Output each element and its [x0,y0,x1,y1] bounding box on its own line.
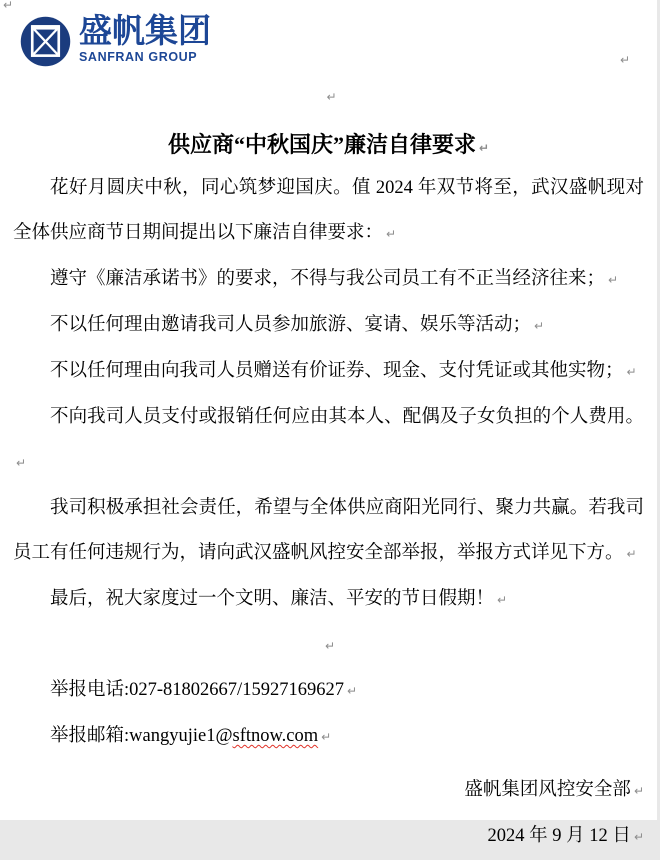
report-email-line [13,714,644,760]
signature-date-text: 2024 年 9 月 12 日 [487,826,631,846]
logo-text-block [79,13,211,64]
body-paragraph [13,577,644,623]
signature-department [13,768,644,814]
company-logo [19,13,211,68]
paragraph-mark-icon: ↵ [534,319,545,333]
company-name-english: SANFRAN GROUP [79,49,198,64]
report-phone-value: 027-81802667/15927169627 [129,680,344,700]
signature-department-text: 盛帆集团风控安全部 [464,780,631,800]
document-title-text: 供应商“中秋国庆”廉洁自律要求 [167,132,476,157]
document-title [0,128,657,159]
body-paragraph [13,395,644,486]
signature-date [13,814,644,860]
report-email-label: 举报邮箱: [50,726,130,746]
company-name-chinese: 盛帆集团 [79,12,211,49]
paragraph-mark-icon: ↵ [346,684,358,698]
paragraph-text: 遵守《廉洁承诺书》的要求，不得与我公司员工有不正当经济往来； [50,269,606,289]
paragraph-mark-icon: ↵ [633,830,644,844]
paragraph-mark-icon: ↵ [633,784,644,798]
sanfran-emblem-icon [19,15,72,68]
body-paragraph [13,166,644,257]
body-paragraph [13,486,644,577]
paragraph-mark-icon: ↵ [626,365,637,379]
paragraph-mark-icon: ↵ [608,273,619,287]
paragraph-mark-icon: ↵ [497,593,508,607]
body-paragraph [13,303,644,349]
report-phone-label: 举报电话: [50,680,130,700]
body-paragraph [13,257,644,303]
empty-paragraph: ↵ [326,90,337,104]
paragraph-text: 不向我司人员支付或报销任何应由其本人、配偶及子女负担的个人费用。 [50,407,644,427]
report-email-domain: sftnow.com [232,726,319,746]
paragraph-mark-icon: ↵ [16,456,27,470]
paragraph-text: 我司积极承担社会责任，希望与全体供应商阳光同行、聚力共赢。若我司员工有任何违规行为，请向武汉盛帆风控安全部举报，举报方式详见下方。 [13,498,644,563]
report-phone-line [13,668,644,714]
paragraph-mark-icon: ↵ [478,141,490,155]
document-body [13,166,644,860]
paragraph-text: 不以任何理由向我司人员赠送有价证券、现金、支付凭证或其他实物； [50,361,624,381]
report-email-user: wangyujie1@ [129,726,233,746]
paragraph-text: 最后，祝大家度过一个文明、廉洁、平安的节日假期！ [50,589,495,609]
paragraph-mark-icon: ↵ [620,53,631,67]
paragraph-mark-icon: ↵ [3,0,14,12]
paragraph-mark-icon: ↵ [626,547,637,561]
paragraph-mark-icon: ↵ [321,730,332,744]
paragraph-text: 花好月圆庆中秋，同心筑梦迎国庆。值 2024 年双节将至，武汉盛帆现对全体供应商节日期间提出以下廉洁自律要求： [13,178,644,243]
paragraph-mark-icon: ↵ [386,227,397,241]
paragraph-text: 不以任何理由邀请我司人员参加旅游、宴请、娱乐等活动； [50,315,532,335]
empty-paragraph [13,623,644,668]
body-paragraph [13,349,644,395]
paragraph-mark-icon: ↵ [324,639,336,653]
